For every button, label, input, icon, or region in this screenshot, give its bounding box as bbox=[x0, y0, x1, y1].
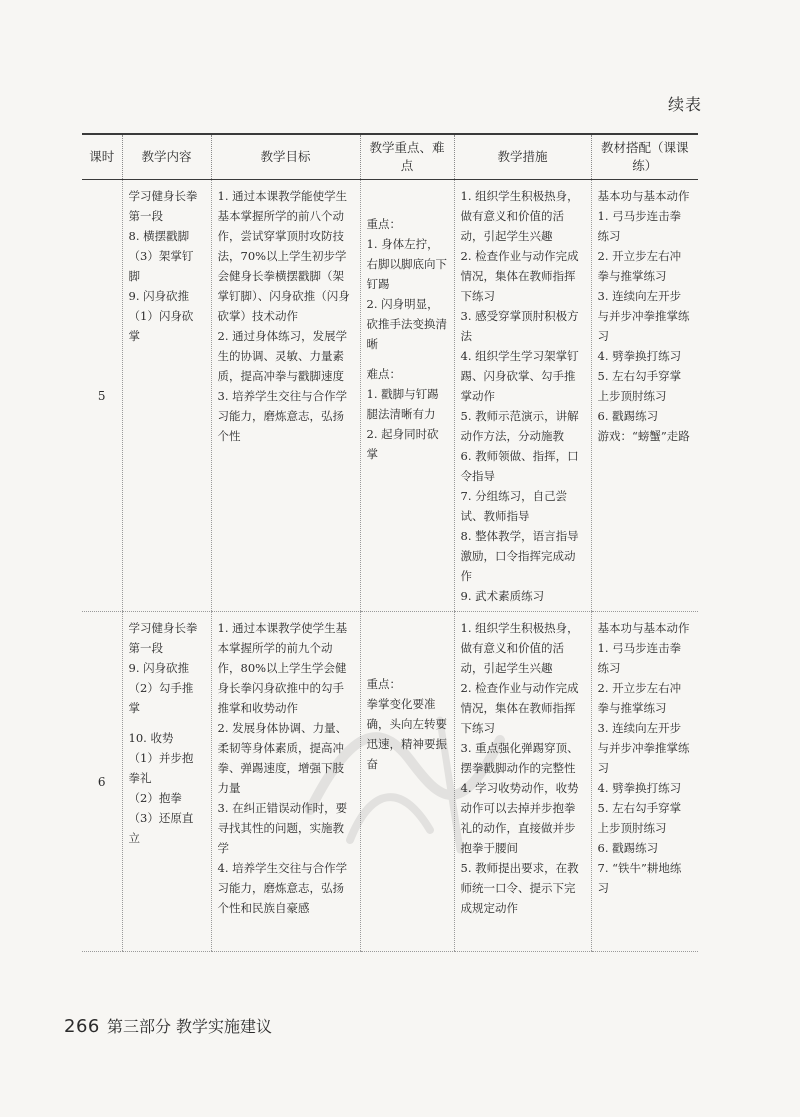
cell-line: 7. 分组练习，自己尝试、教师指导 bbox=[460, 488, 568, 523]
cell-line: 1. 弓马步连击拳练习 bbox=[597, 640, 682, 675]
table-header-row bbox=[82, 134, 698, 179]
cell-lesson-number: 6 bbox=[82, 611, 122, 951]
cell-line: 7. “铁牛”耕地练习 bbox=[597, 860, 682, 895]
cell-line: 游戏：“螃蟹”走路 bbox=[597, 428, 690, 443]
cell-line: 1. 组织学生积极热身，做有意义和价值的活动，引起学生兴趣 bbox=[460, 620, 579, 675]
cell-line: 2. 检查作业与动作完成情况，集体在教师指挥下练习 bbox=[460, 680, 579, 735]
cell-line: 重点： bbox=[366, 216, 401, 231]
header-materials: 教材搭配（课课练） bbox=[591, 134, 698, 179]
cell-content bbox=[122, 179, 211, 611]
cell-line: 基本功与基本动作 bbox=[597, 620, 690, 635]
cell-content bbox=[122, 611, 211, 951]
cell-line: 3. 重点强化弹踢穿顶、摆拳戳脚动作的完整性 bbox=[460, 740, 579, 775]
header-objectives: 教学目标 bbox=[211, 134, 360, 179]
cell-line: 2. 检查作业与动作完成情况，集体在教师指挥下练习 bbox=[460, 248, 579, 303]
cell-line: 9. 闪身砍推 bbox=[128, 288, 190, 303]
cell-line: 5. 左右勾手穿掌上步顶肘练习 bbox=[597, 800, 682, 835]
cell-line: 拳掌变化要准确，头向左转要迅速，精神要振奋 bbox=[366, 696, 447, 771]
cell-line: 2. 开立步左右冲拳与推掌练习 bbox=[597, 680, 682, 715]
cell-line: 3. 感受穿掌顶肘积极方法 bbox=[460, 308, 579, 343]
continued-label: 续表 bbox=[667, 95, 702, 114]
cell-materials bbox=[591, 611, 698, 951]
cell-line: 4. 学习收势动作，收势动作可以去掉并步抱拳礼的动作，直接做并步抱拳于腰间 bbox=[460, 780, 579, 855]
cell-line: 2. 发展身体协调、力量、柔韧等身体素质，提高冲拳、弹踢速度，增强下肢力量 bbox=[217, 720, 348, 795]
header-content: 教学内容 bbox=[122, 134, 211, 179]
cell-line: 6. 教师领做、指挥，口令指导 bbox=[460, 448, 579, 483]
lesson-plan-table bbox=[82, 133, 698, 952]
cell-line: 1. 身体左拧，右脚以脚底向下钉踢 bbox=[366, 236, 447, 291]
page-footer bbox=[64, 1014, 272, 1037]
cell-line: （3）还原直立 bbox=[128, 810, 194, 845]
cell-line: 学习健身长拳 bbox=[128, 620, 198, 635]
cell-line: 4. 劈拳换打练习 bbox=[597, 348, 682, 363]
cell-objectives bbox=[211, 611, 360, 951]
page-number: 266 bbox=[64, 1016, 100, 1037]
cell-line: 难点： bbox=[366, 366, 401, 381]
cell-line: 5. 教师示范演示，讲解动作方法，分动施教 bbox=[460, 408, 579, 443]
cell-line: 2. 闪身明显，砍推手法变换清晰 bbox=[366, 296, 447, 351]
cell-line: 3. 连续向左开步与并步冲拳推掌练习 bbox=[597, 288, 690, 343]
cell-line: （3）架掌钉脚 bbox=[128, 248, 194, 283]
cell-line: 9. 武术素质练习 bbox=[460, 588, 545, 603]
cell-line: （2）勾手推掌 bbox=[128, 680, 194, 715]
cell-objectives bbox=[211, 179, 360, 611]
cell-line: 2. 起身同时砍掌 bbox=[366, 426, 439, 461]
cell-line: 6. 戳踢练习 bbox=[597, 840, 659, 855]
cell-line: 1. 组织学生积极热身，做有意义和价值的活动，引起学生兴趣 bbox=[460, 188, 579, 243]
cell-line: 3. 培养学生交往与合作学习能力，磨炼意志，弘扬个性 bbox=[217, 388, 348, 443]
cell-line: 第一段 bbox=[128, 208, 163, 223]
cell-line: 9. 闪身砍推 bbox=[128, 660, 190, 675]
cell-line: 10. 收势 bbox=[128, 730, 174, 745]
cell-line: （2）抱拳 bbox=[128, 790, 182, 805]
cell-line: 5. 教师提出要求，在教师统一口令、提示下完成规定动作 bbox=[460, 860, 579, 915]
cell-line: 1. 戳脚与钉踢腿法清晰有力 bbox=[366, 386, 439, 421]
cell-line: 5. 左右勾手穿掌上步顶肘练习 bbox=[597, 368, 682, 403]
cell-line: 1. 弓马步连击拳练习 bbox=[597, 208, 682, 243]
cell-key-points bbox=[360, 179, 454, 611]
cell-measures bbox=[454, 611, 591, 951]
cell-line: 2. 通过身体练习，发展学生的协调、灵敏、力量素质，提高冲拳与戳脚速度 bbox=[217, 328, 348, 383]
cell-line: 3. 在纠正错误动作时，要寻找其性的问题，实施教学 bbox=[217, 800, 348, 855]
cell-line: 1. 通过本课教学能使学生基本掌握所学的前八个动作，尝试穿掌顶肘攻防技法，70%以上学生初步学会健身长拳横摆戳脚（架掌钉脚）、闪身砍推（闪身砍掌）技术动作 bbox=[217, 188, 350, 323]
cell-lesson-number: 5 bbox=[82, 179, 122, 611]
cell-line: 6. 戳踢练习 bbox=[597, 408, 659, 423]
cell-measures bbox=[454, 179, 591, 611]
cell-line: 学习健身长拳 bbox=[128, 188, 198, 203]
cell-key-points bbox=[360, 611, 454, 951]
cell-line: （1）闪身砍掌 bbox=[128, 308, 194, 343]
cell-line: 2. 开立步左右冲拳与推掌练习 bbox=[597, 248, 682, 283]
cell-line: 4. 组织学生学习架掌钉踢、闪身砍掌、勾手推掌动作 bbox=[460, 348, 579, 403]
table-row bbox=[82, 179, 698, 611]
footer-section-title: 第三部分 教学实施建议 bbox=[106, 1017, 273, 1036]
cell-line: 基本功与基本动作 bbox=[597, 188, 690, 203]
header-key-points: 教学重点、难点 bbox=[360, 134, 454, 179]
cell-line: 重点： bbox=[366, 676, 401, 691]
header-measures: 教学措施 bbox=[454, 134, 591, 179]
table-row bbox=[82, 611, 698, 951]
cell-line: 8. 整体教学，语言指导激励，口令指挥完成动作 bbox=[460, 528, 579, 583]
cell-line: （1）并步抱拳礼 bbox=[128, 750, 194, 785]
cell-line: 4. 劈拳换打练习 bbox=[597, 780, 682, 795]
cell-line: 第一段 bbox=[128, 640, 163, 655]
cell-line: 1. 通过本课教学使学生基本掌握所学的前九个动作，80%以上学生学会健身长拳闪身砍推中的勾手推掌和收势动作 bbox=[217, 620, 348, 715]
cell-line: 4. 培养学生交往与合作学习能力，磨炼意志，弘扬个性和民族自豪感 bbox=[217, 860, 348, 915]
cell-line: 8. 横摆戳脚 bbox=[128, 228, 190, 243]
cell-line: 3. 连续向左开步与并步冲拳推掌练习 bbox=[597, 720, 690, 775]
header-lesson: 课时 bbox=[82, 134, 122, 179]
cell-materials bbox=[591, 179, 698, 611]
